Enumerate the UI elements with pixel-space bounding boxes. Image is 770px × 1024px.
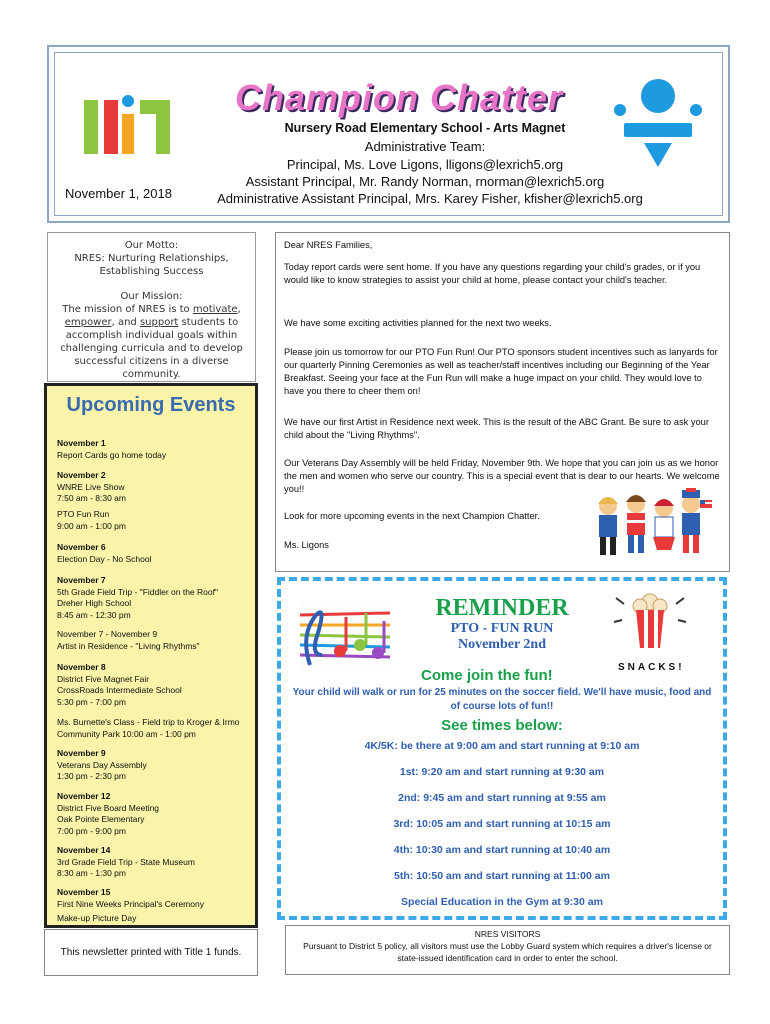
run-time-item: 1st: 9:20 am and start running at 9:30 am bbox=[399, 766, 605, 778]
letter-signoff: Ms. Ligons bbox=[284, 540, 329, 550]
event-item: November 12 District Five Board Meeting Oak Pointe Elementary 7:00 pm - 9:00 pm bbox=[57, 791, 160, 836]
events-title: Upcoming Events bbox=[66, 394, 236, 416]
event-item: November 7 - November 9 Artist in Residence - "Living Rhythms" bbox=[57, 629, 200, 651]
letter-paragraph: Please join us tomorrow for our PTO Fun Run! Our PTO sponsors student incentives such as lanyards for our quarterly Pinning Ceremonies as well as teacher/staff incentives including our Beginning of the Year Breakfast. Seeing your face at the Fun Run will make a huge impact on your child. They would love to have you there to cheer them on! bbox=[284, 347, 718, 396]
event-item: Ms. Burnette's Class - Field trip to Kroger & Irmo Community Park 10:00 am - 1:00 pm bbox=[57, 717, 240, 739]
assistant-principal-line: Assistant Principal, Mr. Randy Norman, rnorman@lexrich5.org bbox=[245, 174, 605, 189]
mission-line: The mission of NRES is to motivate, bbox=[62, 304, 241, 315]
reminder-subtitle: PTO - FUN RUN bbox=[450, 621, 554, 636]
visitors-text: Pursuant to District 5 policy, all visitors must use the Lobby Guard system which requires a driver's license or state-issued identification card in order to enter the school. bbox=[303, 941, 712, 963]
motto-box bbox=[47, 232, 256, 382]
reminder-date: November 2nd bbox=[457, 637, 547, 652]
event-item: November 14 3rd Grade Field Trip - State Museum 8:30 am - 1:30 pm bbox=[57, 845, 195, 878]
visitors-title: NRES VISITORS bbox=[474, 929, 541, 939]
admin-team-label: Administrative Team: bbox=[364, 139, 486, 154]
event-item: November 9 Veterans Day Assembly 1:30 pm - 2:30 pm bbox=[57, 748, 147, 781]
event-item: November 8 District Five Magnet Fair CrossRoads Intermediate School 5:30 pm - 7:00 pm bbox=[57, 662, 182, 707]
popcorn-snacks-icon bbox=[610, 590, 690, 658]
letter-paragraph: Today report cards were sent home. If you have any questions regarding your child's grades, or if you would like to know strategies to assist your child at home, please contact your child's teacher. bbox=[284, 262, 701, 285]
event-item: November 7 5th Grade Field Trip - "Fiddler on the Roof" Dreher High School 8:45 am - 12:30 pm bbox=[57, 575, 218, 620]
motto-label: Our Motto: bbox=[124, 240, 179, 251]
letter-paragraph: Our Veterans Day Assembly will be held Friday, November 9th. We hope that you can join us as we honor the men and women who serve our country. This is a special event that is dear to our hearts. We welcome you!! bbox=[284, 458, 720, 494]
letter-paragraph: Look for more upcoming events in the next Champion Chatter. bbox=[284, 511, 540, 521]
school-name: Nursery Road Elementary School - Arts Magnet bbox=[284, 121, 566, 135]
mission-line: community. bbox=[122, 369, 181, 380]
title1-funding-note: This newsletter printed with Title 1 funds. bbox=[44, 929, 258, 976]
admin-assistant-line: Administrative Assistant Principal, Mrs. Karey Fisher, kfisher@lexrich5.org bbox=[217, 191, 643, 206]
music-notes-icon bbox=[296, 595, 394, 675]
event-item: November 6 Election Day - No School bbox=[57, 542, 152, 564]
event-item: PTO Fun Run 9:00 am - 1:00 pm bbox=[57, 509, 126, 531]
mission-line: challenging curricula and to develop bbox=[60, 343, 243, 354]
reminder-join-text: Come join the fun! bbox=[421, 667, 553, 684]
motto-line: Establishing Success bbox=[99, 266, 204, 277]
run-time-item: Special Education in the Gym at 9:30 am bbox=[401, 896, 603, 908]
snacks-label: SNACKS! bbox=[618, 662, 685, 673]
school-logo-icon bbox=[78, 92, 190, 156]
run-time-item: 4K/5K: be there at 9:00 am and start running at 9:10 am bbox=[364, 740, 640, 752]
motto-line: NRES: Nurturing Relationships, bbox=[74, 253, 229, 264]
mission-line: empower, and support students to bbox=[64, 317, 239, 328]
mission-line: successful citizens in a diverse bbox=[74, 356, 229, 367]
reminder-title: REMINDER bbox=[435, 595, 569, 621]
patriotic-kids-icon bbox=[592, 488, 714, 560]
principal-line: Principal, Ms. Love Ligons, lligons@lexrich5.org bbox=[286, 157, 564, 172]
letter-paragraph: We have some exciting activities planned for the next two weeks. bbox=[284, 318, 552, 328]
times-heading: See times below: bbox=[441, 717, 563, 734]
newsletter-title: Champion Chatter bbox=[235, 77, 564, 118]
visitors-notice bbox=[285, 925, 730, 975]
run-time-item: 5th: 10:50 am and start running at 11:00 am bbox=[394, 870, 610, 882]
reminder-description: Your child will walk or run for 25 minutes on the soccer field. We'll have music, food and of course lots of fun!! bbox=[292, 687, 712, 712]
event-item: November 15 First Nine Weeks Principal's Ceremony Make-up Picture Day bbox=[57, 887, 204, 923]
issue-date: November 1, 2018 bbox=[65, 186, 172, 201]
mission-line: accomplish individual goals within bbox=[65, 330, 238, 341]
mission-label: Our Mission: bbox=[120, 291, 183, 302]
event-item: November 2 WNRE Live Show 7:50 am - 8:30 am bbox=[57, 470, 126, 503]
run-time-item: 2nd: 9:45 am and start running at 9:55 am bbox=[398, 792, 606, 804]
upcoming-events-box bbox=[44, 383, 258, 928]
event-item: November 1 Report Cards go home today bbox=[57, 438, 167, 460]
letter-paragraph: We have our first Artist in Residence next week. This is the result of the ABC Grant. Be sure to ask your child about the "Living Rhythms". bbox=[284, 417, 709, 440]
run-time-item: 3rd: 10:05 am and start running at 10:15 am bbox=[393, 818, 611, 830]
run-time-item: 4th: 10:30 am and start running at 10:40 am bbox=[393, 844, 611, 856]
letter-greeting: Dear NRES Families, bbox=[284, 240, 373, 250]
